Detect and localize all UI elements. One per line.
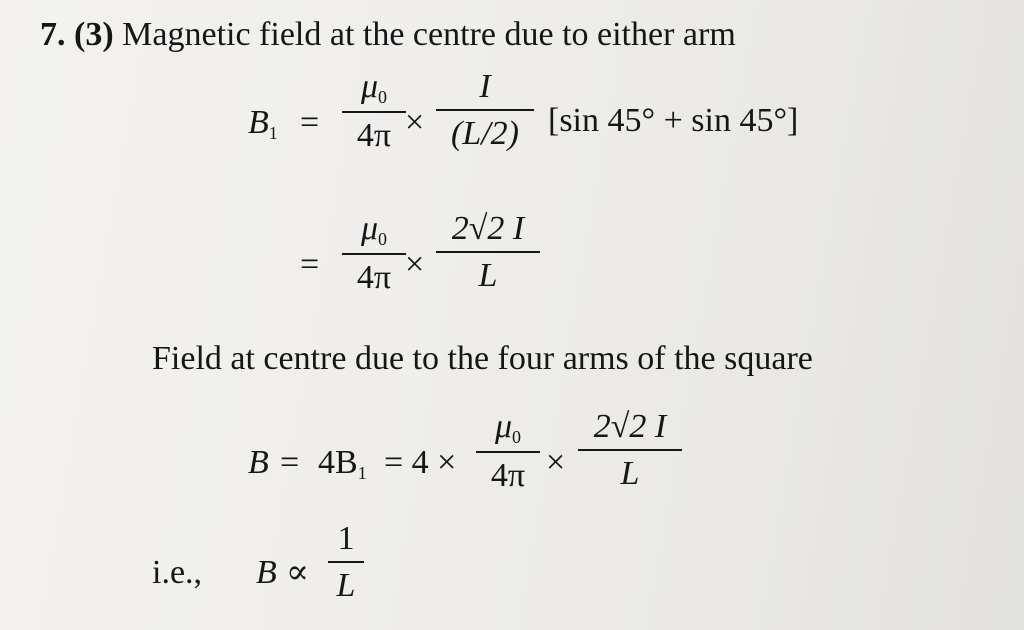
heading-text: Magnetic field at the centre due to either arm [122,16,736,53]
problem-number: 7. [40,16,66,53]
eq1-fraction-current: I (L/2) [436,70,534,151]
eq1-lhs: $B_1$ [248,104,278,143]
eq4-var: B [256,554,277,591]
eq3-four-b1: $4B_1$ [318,444,367,483]
eq3-times: × [546,444,566,481]
eq1-equals: = [300,104,320,141]
eq3-equals-four-times: = 4 × [384,444,457,481]
ie-prefix: i.e., [152,554,203,591]
eq3-fraction-mu: $\mu_0$ 4π [476,410,540,493]
four-arms-text: Field at centre due to the four arms of the square [152,340,813,377]
eq3-fraction-current: 2√2 I L [578,410,682,491]
eq3-equals1: = [280,444,300,481]
eq1-times: × [405,104,425,141]
eq3-lhs: B [248,444,269,481]
eq2-fraction-current: 2√2 I L [436,212,540,293]
eq4-fraction: 1 L [328,522,364,603]
eq2-equals: = [300,246,320,283]
proportional-symbol: ∝ [286,554,310,591]
eq1-fraction-mu: $\mu_0$ 4π [342,70,406,153]
eq2-times: × [405,246,425,283]
answer-option: (3) [74,16,114,53]
problem-heading [40,18,736,52]
eq2-fraction-mu: $\mu_0$ 4π [342,212,406,295]
eq1-sine-bracket: [sin 45° + sin 45°] [548,102,799,139]
